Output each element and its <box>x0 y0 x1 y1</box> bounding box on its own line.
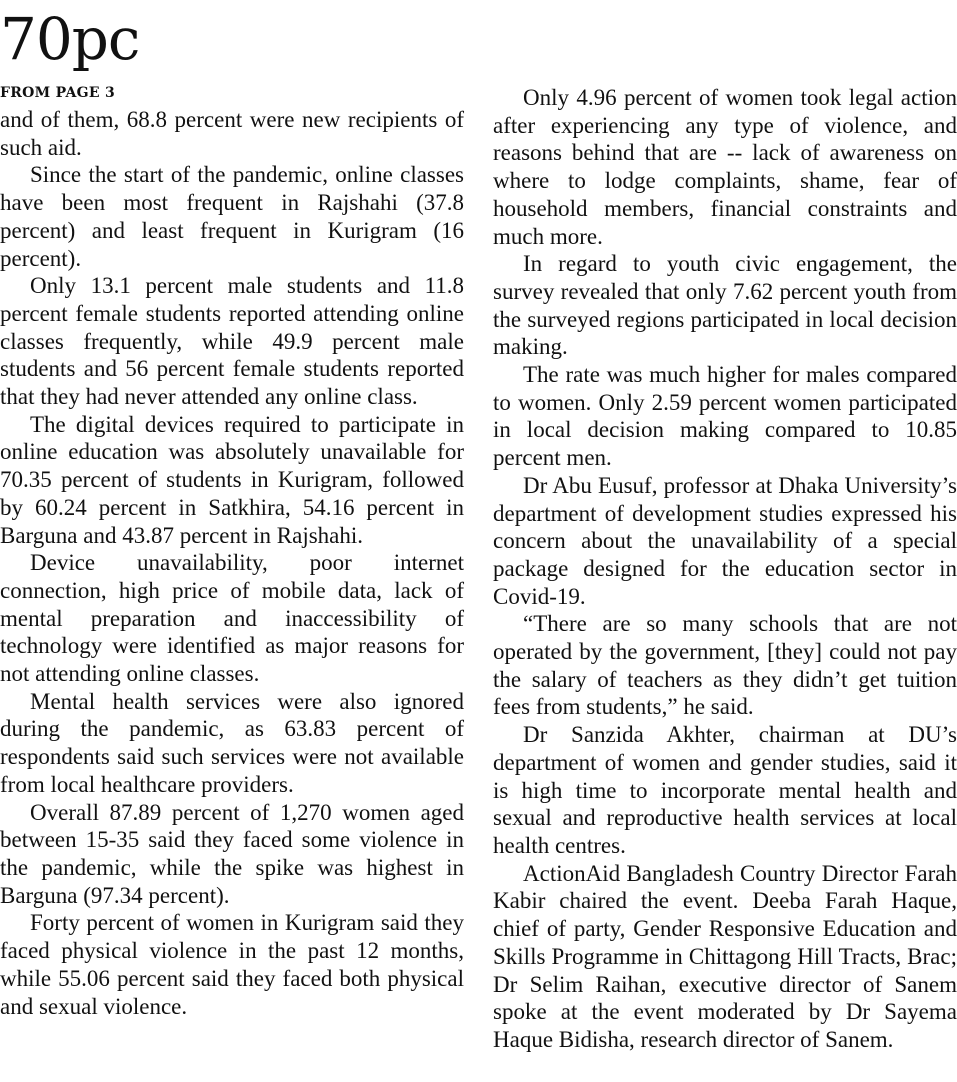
paragraph: Only 4.96 percent of women took legal action after experiencing any type of violence, and reasons behind that are -- lack of awareness on where to lodge complaints, shame, fear of household members, financial constraints and much more. <box>493 85 957 249</box>
jump-line: FROM PAGE 3 <box>0 85 116 101</box>
paragraph: Forty percent of women in Kurigram said they faced physical violence in the past 12 months, while 55.06 percent said they faced both physical and sexual violence. <box>0 910 464 1019</box>
paragraph: Since the start of the pandemic, online classes have been most frequent in Rajshahi (37.8 percent) and least frequent in Kurigram (16 percent). <box>0 162 464 271</box>
paragraph: Dr Abu Eusuf, professor at Dhaka University’s department of development studies expressed his concern about the unavailability of a special package designed for the education sector in Covid-19. <box>493 472 957 609</box>
headline: 70pc <box>0 5 140 73</box>
paragraph: Only 13.1 percent male students and 11.8 percent female students reported attending online classes frequently, while 49.9 percent male students and 56 percent female students reported that they had never attended any online class. <box>0 273 464 410</box>
paragraph: Dr Sanzida Akhter, chairman at DU’s department of women and gender studies, said it is high time to incorporate mental health and sexual and reproductive health services at local health centres. <box>493 722 957 858</box>
article-column-left <box>0 106 464 1020</box>
paragraph: The digital devices required to participate in online education was absolutely unavailable for 70.35 percent of students in Kurigram, followed by 60.24 percent in Satkhira, 54.16 percent in Barguna and 43.87 percent in Rajshahi. <box>0 411 464 548</box>
paragraph: “There are so many schools that are not operated by the government, [they] could not pay the salary of teachers as they didn’t get tuition fees from students,” he said. <box>493 611 957 720</box>
paragraph: In regard to youth civic engagement, the survey revealed that only 7.62 percent youth from the surveyed regions participated in local decision making. <box>493 251 957 360</box>
paragraph: Mental health services were also ignored during the pandemic, as 63.83 percent of respondents said such services were not available from local healthcare providers. <box>0 688 464 797</box>
paragraph: The rate was much higher for males compared to women. Only 2.59 percent women participated in local decision making compared to 10.85 percent men. <box>493 362 957 471</box>
article-column-right <box>493 84 957 1054</box>
paragraph: and of them, 68.8 percent were new recipients of such aid. <box>0 107 464 160</box>
paragraph: Overall 87.89 percent of 1,270 women aged between 15-35 said they faced some violence in the pandemic, while the spike was highest in Barguna (97.34 percent). <box>0 799 464 908</box>
paragraph: Device unavailability, poor internet connection, high price of mobile data, lack of mental preparation and inaccessibility of technology were identified as major reasons for not attending online classes. <box>0 550 464 687</box>
paragraph: ActionAid Bangladesh Country Director Farah Kabir chaired the event. Deeba Farah Haque, chief of party, Gender Responsive Education and Skills Programme in Chittagong Hill Tracts, Brac; Dr Selim Raihan, executive director of Sanem spoke at the event moderated by Dr Sayema Haque Bidisha, research director of Sanem. <box>493 860 957 1052</box>
